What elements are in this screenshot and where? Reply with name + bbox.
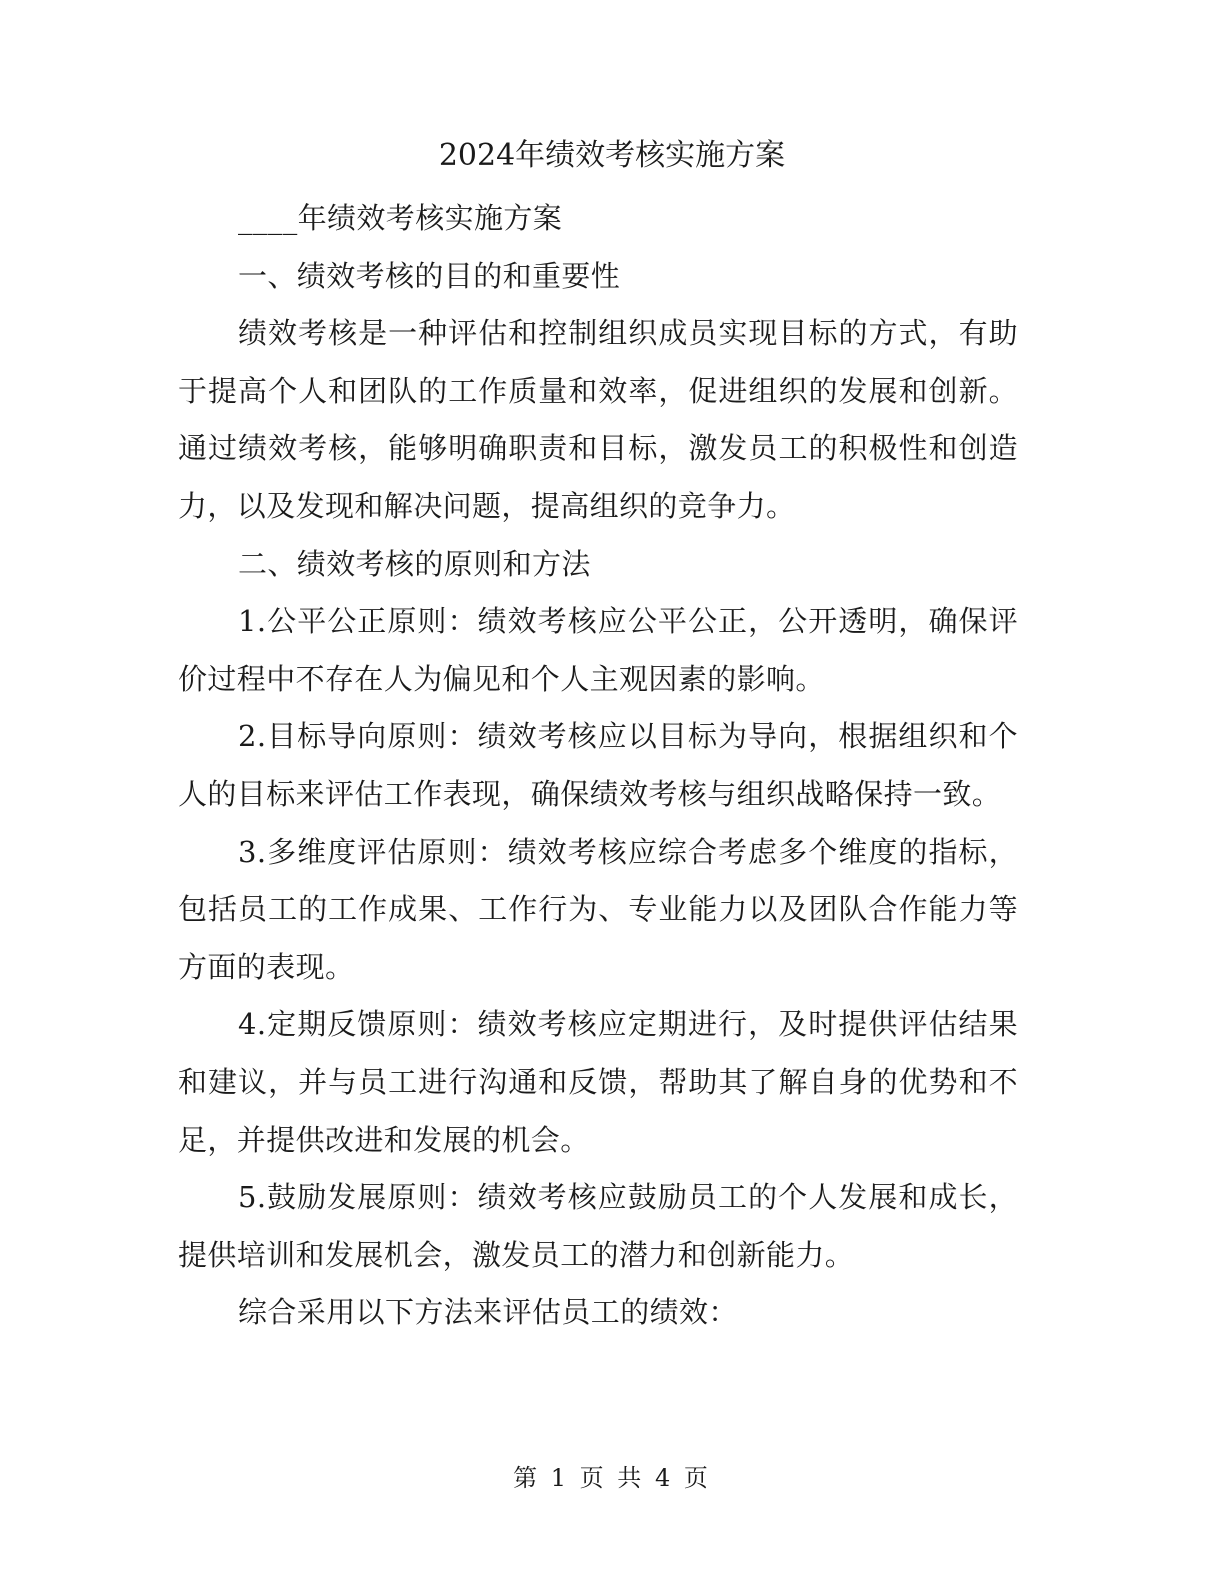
list-item-encourage-development: 5.鼓励发展原则：绩效考核应鼓励员工的个人发展和成长，提供培训和发展机会，激发员工的潜力和创新能力。	[178, 1180, 1018, 1272]
subtitle-paragraph: ____年绩效考核实施方案	[238, 201, 563, 235]
list-item-multi-dimension: 3.多维度评估原则：绩效考核应综合考虑多个维度的指标，包括员工的工作成果、工作行为、专业能力以及团队合作能力等方面的表现。	[178, 834, 1018, 984]
section-heading-purpose: 一、绩效考核的目的和重要性	[238, 258, 621, 293]
list-item-goal-oriented: 2.目标导向原则：绩效考核应以目标为导向，根据组织和个人的目标来评估工作表现，确保绩效考核与组织战略保持一致。	[178, 719, 1018, 811]
list-item-fairness: 1.公平公正原则：绩效考核应公平公正，公开透明，确保评价过程中不存在人为偏见和个人主观因素的影响。	[178, 604, 1018, 696]
body-paragraph: 绩效考核是一种评估和控制组织成员实现目标的方式，有助于提高个人和团队的工作质量和效率，促进组织的发展和创新。通过绩效考核，能够明确职责和目标，激发员工的积极性和创造力，以及发现和解决问题，提高组织的竞争力。	[178, 316, 1018, 523]
section-heading-principles: 二、绩效考核的原则和方法	[238, 546, 591, 581]
list-item-regular-feedback: 4.定期反馈原则：绩效考核应定期进行，及时提供评估结果和建议，并与员工进行沟通和反馈，帮助其了解自身的优势和不足，并提供改进和发展的机会。	[178, 1007, 1018, 1157]
page-footer: 第 1 页 共 4 页	[513, 1464, 711, 1492]
document-body	[178, 190, 1018, 1342]
body-paragraph-methods: 综合采用以下方法来评估员工的绩效：	[238, 1295, 738, 1330]
document-title: 2024年绩效考核实施方案	[438, 138, 786, 173]
